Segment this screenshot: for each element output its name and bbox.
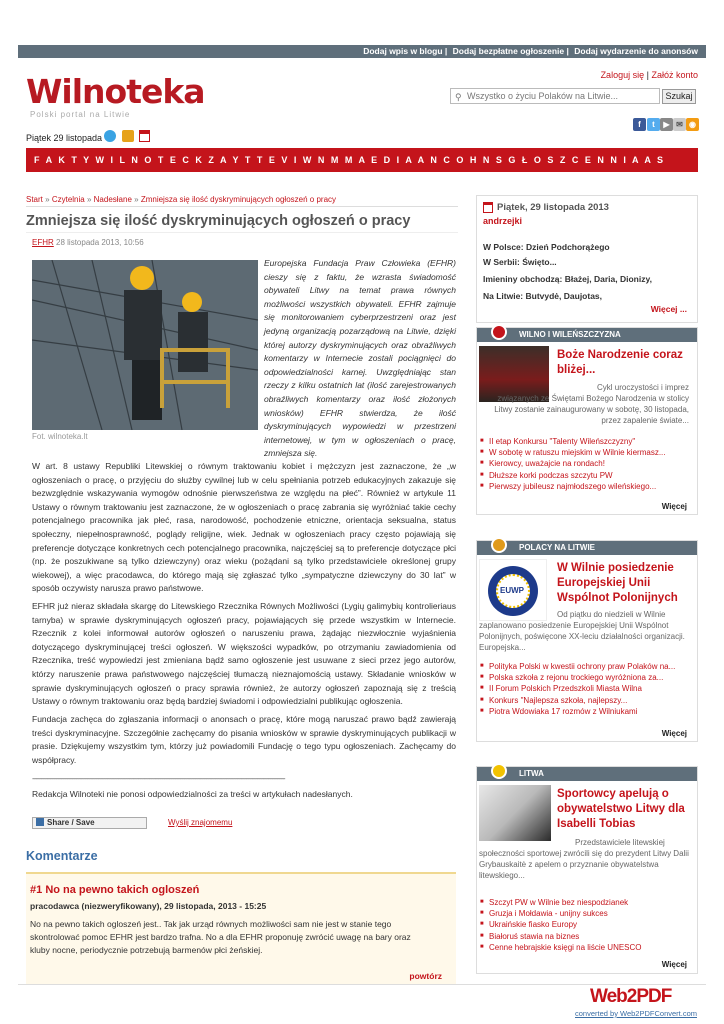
news-link[interactable]: Pierwszy jubileusz najmłodszego wileńskiego... xyxy=(489,481,657,491)
list-item[interactable] xyxy=(479,672,691,683)
section-header[interactable]: LITWA xyxy=(477,767,697,781)
holiday-poland: W Polsce: Dzień Podchorążego xyxy=(483,242,610,252)
breadcrumb-sep: » xyxy=(86,195,92,204)
current-date: Piątek 29 listopada xyxy=(26,133,103,143)
news-thumbnail xyxy=(479,785,551,841)
news-link[interactable]: Polska szkoła z rejonu trockiego wyróżniona za... xyxy=(489,673,664,683)
article-paragraph: EFHR już nieraz składała skargę do Litewskiego Rzecznika Równych Możliwości (Lygių galimybių kontrolieriaus tarnyba) w sprawie dyskryminujących ogłoszeń pracy, pojawiających się przede wszystkim w Internecie. Rzecznik z kolei informował autorów ogłoszeń o naruszeniu prawa, żądając niezwłocznie wyjaśnienia dotyczącego dyskryminującej treści ogłoszeń. W większości wypadków, po otrzymaniu zawiadomienia od Rzecznika, treść wypowiedzi jest zmieniana bądź samo ogłoszenie jest usuwane z sieci przez jego autorów, którzy naruszenie prawa państwowego najczęściej tłumaczą nieznajomością ustawy. Składanie wniosków w sprawie dyskryminujących ogłoszeń o pracy sprawia również, że autorzy ogłoszeń zapoznają się z treścią Ustawy o równym traktowaniu oraz będą bardziej świadomi i odpowiedzialni publikując ogłoszenia. xyxy=(32,601,456,707)
search-input[interactable] xyxy=(450,88,660,104)
list-item[interactable] xyxy=(479,436,689,447)
name-days: Imieniny obchodzą: Błażej, Daria, Dionizy, xyxy=(483,274,652,284)
euwp-logo: EUWP xyxy=(479,559,547,621)
article-byline xyxy=(32,238,144,247)
photo-caption: Fot. wilnoteka.lt xyxy=(32,432,88,441)
section-header[interactable]: POLACY NA LITWIE xyxy=(477,541,697,555)
share-label: Share / Save xyxy=(47,818,95,827)
search-icon: ⚲ xyxy=(455,92,462,102)
article-title: Zmniejsza się ilość dyskryminujących ogłoszeń o pracy xyxy=(26,213,411,229)
article-date: 28 listopada 2013, 10:56 xyxy=(56,238,144,247)
list-item[interactable] xyxy=(479,447,689,458)
news-link[interactable]: Konkurs "Najlepsza szkoła, najlepszy... xyxy=(489,695,628,705)
list-item[interactable] xyxy=(479,897,691,908)
login-separator: | xyxy=(646,70,649,80)
share-button[interactable] xyxy=(32,817,147,829)
article-paragraph: W art. 8 ustawy Republiki Litewskiej o równym traktowaniu kobiet i mężczyzn jest zaznaczone, że „w ogłoszeniach o pracę, o przyjęciu do służby cywilnej lub w celu spełniania potrzeb edukacyjnych zakazuje się bezwzględnie wskazywania wymogów odnośnie pierwszeństwa ze względu na płeć”. Również w artykule 11 Ustawy o równym traktowaniu jest zaznaczone, że w ogłoszeniach o pracę zabrania się wyróżniać takie cechy potencjalnego pracownika jak płeć, rasa, narodowość, pochodzenie etniczne, orientacja seksualna, status społeczny, niepełnosprawność, poglądy religijne, wiek. Jednak w ogłoszeniach pracy często pojawiają się preferencje dotyczące konkretnych cech potencjalnego pracownika, najczęściej są to preferencje dotyczące płci (np. że poszukiwane są tylko dziewczyny) oraz wieku (pożądani są tylko przedstawiciele określonej grupy wiekowej), a więc pracodawca, do którego mają się zgłaszać tylko „sympatyczne dziewczyny do 30 lat” w sposób oczywisty narusza prawo państwowe. xyxy=(32,461,456,594)
list-item[interactable] xyxy=(479,908,691,919)
news-title[interactable]: Boże Narodzenie coraz bliżej... xyxy=(557,349,683,376)
news-link[interactable]: Polityka Polski w kwestii ochrony praw Polaków na... xyxy=(489,662,676,671)
list-item[interactable] xyxy=(479,470,689,481)
calendar-box xyxy=(476,195,698,323)
news-link[interactable]: Kierowcy, uważajcie na rondach! xyxy=(489,459,605,469)
web2pdf-logo[interactable]: Web2PDF xyxy=(590,986,672,1007)
list-item[interactable] xyxy=(479,661,691,672)
register-link[interactable]: Załóż konto xyxy=(651,70,698,80)
add-ad-link[interactable]: Dodaj bezpłatne ogłoszenie xyxy=(452,46,565,56)
more-link[interactable]: Więcej xyxy=(661,960,687,969)
list-item[interactable] xyxy=(479,706,691,717)
news-link[interactable]: Piotra Wdowiaka 17 rozmów z Wilniukami xyxy=(489,706,638,716)
news-link[interactable]: Cenne hebrajskie księgi na liście UNESCO xyxy=(489,942,642,952)
news-link[interactable]: II Forum Polskich Przedszkoli Miasta Wilna xyxy=(489,684,642,694)
news-link[interactable]: Dłuższe korki podczas szczytu PW xyxy=(489,470,613,480)
article-photo xyxy=(32,260,258,430)
news-title[interactable]: Sportowcy apelują o obywatelstwo Litwy dla Isabelli Tobias xyxy=(557,788,685,830)
article-paragraph: Fundacja zachęca do zgłaszania informacji o anonsach o pracę, które mogą naruszać prawo bądź zawierają treści dyskryminacyjne. Szczegółnie zachęcamy do pisania wniosków w sprawie dyskryminujących publikacji w prasie. Dziękujemy wszystkim tym, którzy już powiadomili Fundację o tego typu ogłoszeniach. Zachęcamy do współpracy. xyxy=(32,714,456,765)
calendar-day-name: andrzejki xyxy=(483,216,523,226)
breadcrumb-nadeslane[interactable]: Nadesłane xyxy=(93,195,132,204)
news-title[interactable]: W Wilnie posiedzenie Europejskiej Unii Wspólnot Polonijnych xyxy=(557,562,678,604)
article-lead: Europejska Fundacja Praw Człowieka (EFHR) cieszy się z faktu, że wzrasta świadomość obywateli Litwy na temat prawa równych możliwości wszystkich obywateli. EFHR zajmuje się monitorowaniem cyberprzestrzeni oraz jest jedyną organizacją pozarządową na Litwie, dzięki której autorzy dyskryminujących oraz obraźliwych komentarzy w Internecie zostali pociągnięci do odpowiedzialności karnej. Uwzględniając stan rzeczy z kilku ostatnich lat (ilość zarejestrowanych obraźliwych komentarzy oraz ilość złożonych wniosków) EFHR stwierdza, że ilość dyskryminujących wypowiedzi w przestrzeni internetowej, w tym w ogłoszeniach o pracę, zmniejsza się. xyxy=(264,258,456,459)
mail-icon[interactable]: ✉ xyxy=(673,118,686,131)
calendar-icon xyxy=(139,130,150,142)
news-link[interactable]: Szczyt PW w Wilnie bez niespodzianek xyxy=(489,898,629,907)
comment-title[interactable]: No na pewno takich ogloszeń xyxy=(45,884,200,896)
list-item[interactable] xyxy=(479,942,691,953)
search-placeholder: Wszystko o życiu Polaków na Litwie... xyxy=(467,91,619,101)
currency-icon xyxy=(122,130,134,142)
news-list xyxy=(479,897,691,953)
news-link[interactable]: Białoruś stawia na biznes xyxy=(489,931,580,941)
comments-heading: Komentarze xyxy=(26,849,98,863)
section-polacy xyxy=(476,540,698,742)
person-icon xyxy=(491,324,507,340)
list-item[interactable] xyxy=(479,931,691,942)
login-links xyxy=(560,70,698,80)
breadcrumb-sep: » xyxy=(45,195,50,204)
divider xyxy=(26,232,458,233)
share-icon xyxy=(36,818,44,826)
youtube-icon[interactable]: ▶ xyxy=(660,118,673,131)
breadcrumb-current[interactable]: Zmniejsza się ilość dyskryminujących ogłoszeń o pracy xyxy=(140,195,337,204)
list-item[interactable] xyxy=(479,683,691,694)
main-nav[interactable]: F A K T Y W I L N O T E C K Z A Y T T E V I W N M M A E D I A A N C O H N S G Ł O S Z C E N N I A A S xyxy=(26,148,698,172)
news-excerpt: Cykl uroczystości i imprez związanych ze Świętami Bożego Narodzenia w stolicy Litwy zostanie zainaugurowany w sobotę, 30 listopada, przez zapalenie świate... xyxy=(494,383,689,425)
section-wilno xyxy=(476,327,698,515)
list-item[interactable] xyxy=(479,919,691,930)
news-link[interactable]: Ukraińskie fiasko Europy xyxy=(489,920,578,930)
search-button[interactable]: Szukaj xyxy=(662,89,696,104)
rss-icon[interactable]: ◉ xyxy=(686,118,699,131)
list-item[interactable] xyxy=(479,481,689,492)
weather-icon xyxy=(104,130,116,142)
list-item[interactable] xyxy=(479,458,689,469)
holiday-serbia: W Serbii: Święto... xyxy=(483,257,557,267)
news-list xyxy=(479,661,691,717)
author-link[interactable]: EFHR xyxy=(32,238,54,247)
separator-line: ------------------------------------------------------------------------------------------------------------------------------------------ xyxy=(32,773,285,783)
breadcrumb-start[interactable]: Start xyxy=(26,195,43,204)
section-litwa xyxy=(476,766,698,974)
converter-link[interactable]: converted by Web2PDFConvert.com xyxy=(575,1009,697,1018)
reply-link[interactable]: powtórz xyxy=(409,971,442,981)
people-icon xyxy=(491,537,507,553)
top-bar: Dodaj wpis w blogu | Dodaj bezpłatne ogłoszenie | Dodaj wydarzenie do anonsów xyxy=(18,45,706,58)
login-link[interactable]: Zaloguj się xyxy=(600,70,645,80)
section-header[interactable]: WILNO I WILEŃSZCZYZNA xyxy=(477,328,697,342)
add-event-link[interactable]: Dodaj wydarzenie do anonsów xyxy=(574,46,698,56)
calendar-icon xyxy=(483,202,493,213)
send-to-friend-link[interactable]: Wyślij znajomemu xyxy=(168,818,233,827)
site-logo[interactable]: Wilnoteka xyxy=(26,72,205,111)
site-tagline: Polski portal na Litwie xyxy=(30,110,131,119)
disclaimer: Redakcja Wilnoteki nie ponosi odpowiedzialności za treści w artykułach nadesłanych. xyxy=(32,789,353,799)
news-excerpt: Przedstawiciele litewskiej społeczności sportowej zwrócili się do prezydent Litwy Dalii Grybauskaitė z apelem o przyznanie obywatelstwa litewskiego... xyxy=(479,838,689,880)
news-list xyxy=(479,436,689,492)
divider xyxy=(26,206,458,207)
comment-meta: pracodawca (niezweryfikowany), 29 listopada, 2013 - 15:25 xyxy=(30,901,267,911)
comment-body: No na pewno takich ogloszeń jest.. Tak jak urząd równych możliwości sam nie jest w stanie tego skontrolować pomoc EFHR jest bardzo trafna. No a dla EFHR proponuję zwrócić uwagę na bary oraz kluby nocne, periodycznie potrzebują barmenów płci żeńskiej. xyxy=(30,919,411,955)
comment-number: #1 xyxy=(30,884,43,896)
footer-divider xyxy=(18,984,706,985)
news-link[interactable]: Gruzja i Mołdawia - unijny sukces xyxy=(489,909,608,919)
more-link[interactable]: Więcej xyxy=(661,729,687,738)
more-link[interactable]: Więcej xyxy=(661,502,687,511)
breadcrumb-sep: » xyxy=(134,195,139,204)
name-days-lithuania: Na Litwie: Butvydė, Daujotas, xyxy=(483,291,603,301)
facebook-icon[interactable]: f xyxy=(633,118,646,131)
add-blog-link[interactable]: Dodaj wpis w blogu xyxy=(363,46,443,56)
news-link[interactable]: W sobotę w ratuszu miejskim w Wilnie kiermasz... xyxy=(489,448,666,458)
flag-icon xyxy=(491,763,507,779)
breadcrumb xyxy=(26,195,466,204)
list-item[interactable] xyxy=(479,695,691,706)
breadcrumb-czytelnia[interactable]: Czytelnia xyxy=(51,195,85,204)
news-link[interactable]: II etap Konkursu "Talenty Wileńszczyzny" xyxy=(489,437,636,446)
comment-item xyxy=(26,872,456,984)
calendar-more-link[interactable]: Więcej ... xyxy=(650,304,687,314)
calendar-date: Piątek, 29 listopada 2013 xyxy=(497,202,609,213)
twitter-icon[interactable]: t xyxy=(647,118,660,131)
news-excerpt: Od piątku do niedzieli w Wilnie zaplanowano posiedzenie Europejskiej Unii Wspólnot Polonijnych, poświęcone XX-leciu działalności organizacji. Europejska... xyxy=(479,610,685,652)
